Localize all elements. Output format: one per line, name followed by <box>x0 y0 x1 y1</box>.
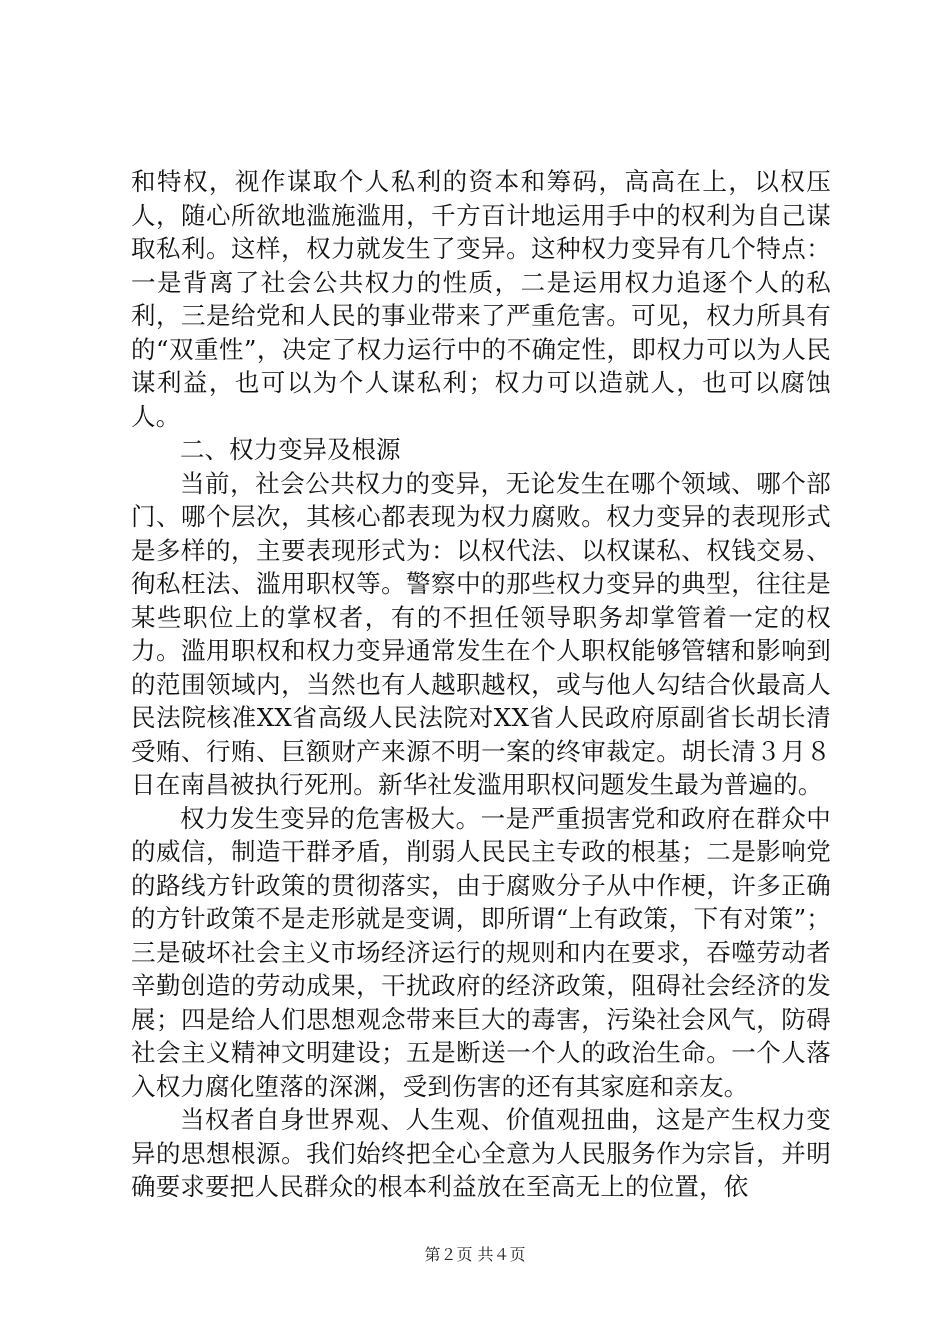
section-heading: 二、权力变异及根源 <box>180 435 401 464</box>
page-footer <box>0 1244 950 1266</box>
page-number: 第２页 共４页 <box>424 1245 526 1264</box>
body-paragraph: 当权者自身世界观、人生观、价值观扭曲，这是产生权力变异的思想根源。我们始终把全心全意为人民服务作为宗旨，并明确要求要把人民群众的根本利益放在至高无上的位置，依 <box>131 1105 831 1201</box>
body-paragraph: 和特权，视作谋取个人私利的资本和筹码，高高在上，以权压人，随心所欲地滥施滥用，千方百计地运用手中的权利为自己谋取私利。这样，权力就发生了变异。这种权力变异有几个特点：一是背离了社会公共权力的性质，二是运用权力追逐个人的私利，三是给党和人民的事业带来了严重危害。可见，权力所具有的“双重性”，决定了权力运行中的不确定性，即权力可以为人民谋利益，也可以为个人谋私利；权力可以造就人，也可以腐蚀人。 <box>131 167 831 431</box>
document-body <box>131 165 831 1204</box>
body-paragraph: 权力发生变异的危害极大。一是严重损害党和政府在群众中的威信，制造干群矛盾，削弱人民民主专政的根基；二是影响党的路线方针政策的贯彻落实，由于腐败分子从中作梗，许多正确的方针政策不是走形就是变调，即所谓“上有政策，下有对策”；三是破坏社会主义市场经济运行的规则和内在要求，吞噬劳动者辛勤创造的劳动成果，干扰政府的经济政策，阻碍社会经济的发展；四是给人们思想观念带来巨大的毒害，污染社会风气，防碍社会主义精神文明建设；五是断送一个人的政治生命。一个人落入权力腐化堕落的深渊，受到伤害的还有其家庭和亲友。 <box>131 803 831 1101</box>
body-paragraph: 当前，社会公共权力的变异，无论发生在哪个领域、哪个部门、哪个层次，其核心都表现为权力腐败。权力变异的表现形式是多样的，主要表现形式为：以权代法、以权谋私、权钱交易、徇私枉法、滥用职权等。警察中的那些权力变异的典型，往往是某些职位上的掌权者，有的不担任领导职务却掌管着一定的权力。滥用职权和权力变异通常发生在个人职权能够管辖和影响到的范围领域内，当然也有人越职越权，或与他人勾结合伙最高人民法院核准XX省高级人民法院对XX省人民政府原副省长胡长清受贿、行贿、巨额财产来源不明一案的终审裁定。胡长清３月８日在南昌被执行死刑。新华社发滥用职权问题发生最为普遍的。 <box>131 468 831 799</box>
